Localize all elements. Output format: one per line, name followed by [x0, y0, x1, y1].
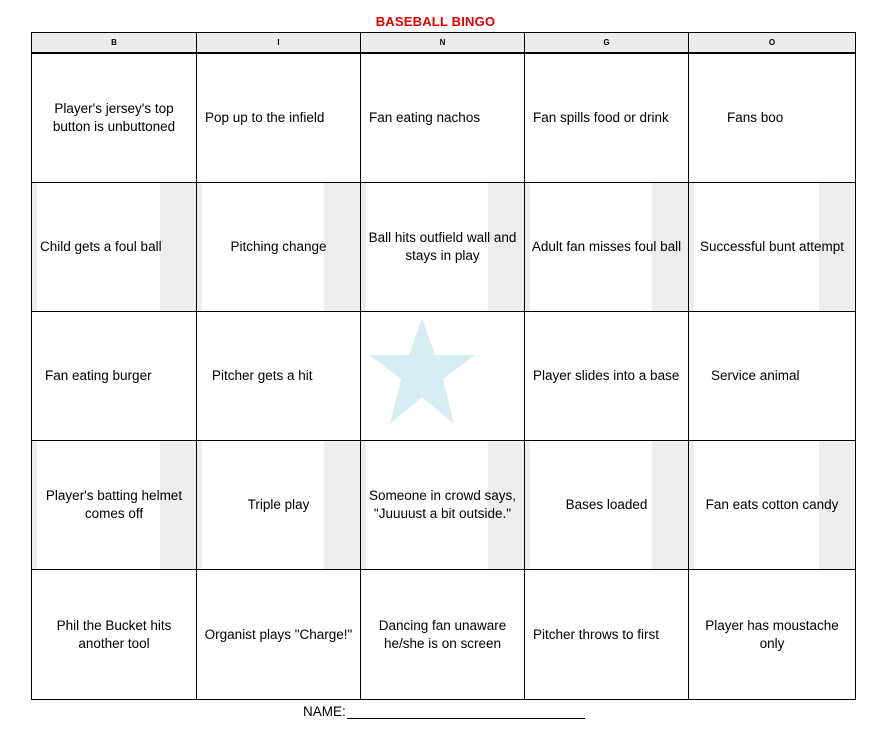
header-o: O — [688, 32, 856, 53]
bingo-square[interactable] — [688, 440, 856, 569]
bingo-square[interactable] — [360, 53, 524, 182]
bingo-square[interactable] — [688, 53, 856, 182]
header-b: B — [31, 32, 196, 53]
square-label: Successful bunt attempt — [699, 239, 845, 254]
name-label: NAME: — [303, 704, 346, 719]
square-label: Player has moustache only — [705, 617, 839, 651]
bingo-title: BASEBALL BINGO — [375, 14, 496, 29]
cell-shade — [652, 441, 688, 569]
bingo-square[interactable] — [196, 311, 360, 440]
header-n: N — [360, 32, 524, 53]
bingo-square[interactable] — [360, 569, 524, 700]
square-label: Pitcher throws to first — [533, 626, 660, 642]
cell-shade — [525, 441, 530, 569]
bingo-square[interactable] — [196, 569, 360, 700]
header-i: I — [196, 32, 360, 53]
square-label: Player's jersey's top button is unbuttoned — [52, 101, 176, 134]
bingo-square[interactable] — [524, 440, 688, 569]
bingo-square[interactable] — [31, 182, 196, 311]
bingo-square[interactable] — [688, 311, 856, 440]
square-label: Ball hits outfield wall and stays in play — [368, 230, 517, 263]
square-label: Dancing fan unaware he/she is on screen — [378, 617, 507, 651]
square-label: Fan spills food or drink — [533, 110, 669, 125]
bingo-square[interactable] — [688, 182, 856, 311]
cell-shade — [689, 441, 694, 569]
free-space[interactable] — [360, 311, 524, 440]
square-label: Fan eats cotton candy — [705, 497, 839, 512]
bingo-square[interactable] — [31, 440, 196, 569]
bingo-square[interactable] — [31, 569, 196, 700]
cell-shade — [324, 441, 360, 569]
name-input-line[interactable] — [347, 704, 585, 719]
bingo-square[interactable] — [360, 182, 524, 311]
square-label: Fans boo — [727, 110, 784, 125]
square-label: Player's batting helmet comes off — [45, 488, 183, 521]
bingo-square[interactable] — [688, 569, 856, 700]
square-label: Organist plays "Charge!" — [204, 626, 353, 642]
square-label: Pitching change — [230, 239, 327, 254]
square-label: Phil the Bucket hits another tool — [56, 617, 172, 651]
square-label: Someone in crowd says, "Juuuust a bit outside." — [368, 488, 517, 521]
bingo-square[interactable] — [196, 440, 360, 569]
bingo-board — [31, 32, 856, 700]
bingo-square[interactable] — [360, 440, 524, 569]
cell-shade — [689, 183, 694, 311]
bingo-square[interactable] — [524, 182, 688, 311]
bingo-square[interactable] — [31, 311, 196, 440]
bingo-square[interactable] — [196, 53, 360, 182]
name-field — [303, 704, 585, 719]
square-label: Fan eating nachos — [369, 110, 481, 125]
header-g: G — [524, 32, 688, 53]
cell-shade — [197, 441, 202, 569]
bingo-square[interactable] — [196, 182, 360, 311]
square-label: Fan eating burger — [45, 368, 152, 383]
star-icon — [367, 315, 477, 427]
square-label: Adult fan misses foul ball — [531, 239, 682, 254]
square-label: Pop up to the infield — [205, 110, 325, 125]
cell-shade — [197, 183, 202, 311]
square-label: Child gets a foul ball — [40, 239, 162, 254]
square-label: Bases loaded — [565, 497, 648, 512]
square-label: Service animal — [711, 368, 800, 383]
bingo-square[interactable] — [524, 311, 688, 440]
square-label: Player slides into a base — [533, 368, 680, 383]
bingo-square[interactable] — [524, 569, 688, 700]
square-label: Triple play — [247, 497, 310, 512]
square-label: Pitcher gets a hit — [212, 368, 313, 383]
bingo-square[interactable] — [524, 53, 688, 182]
bingo-square[interactable] — [31, 53, 196, 182]
